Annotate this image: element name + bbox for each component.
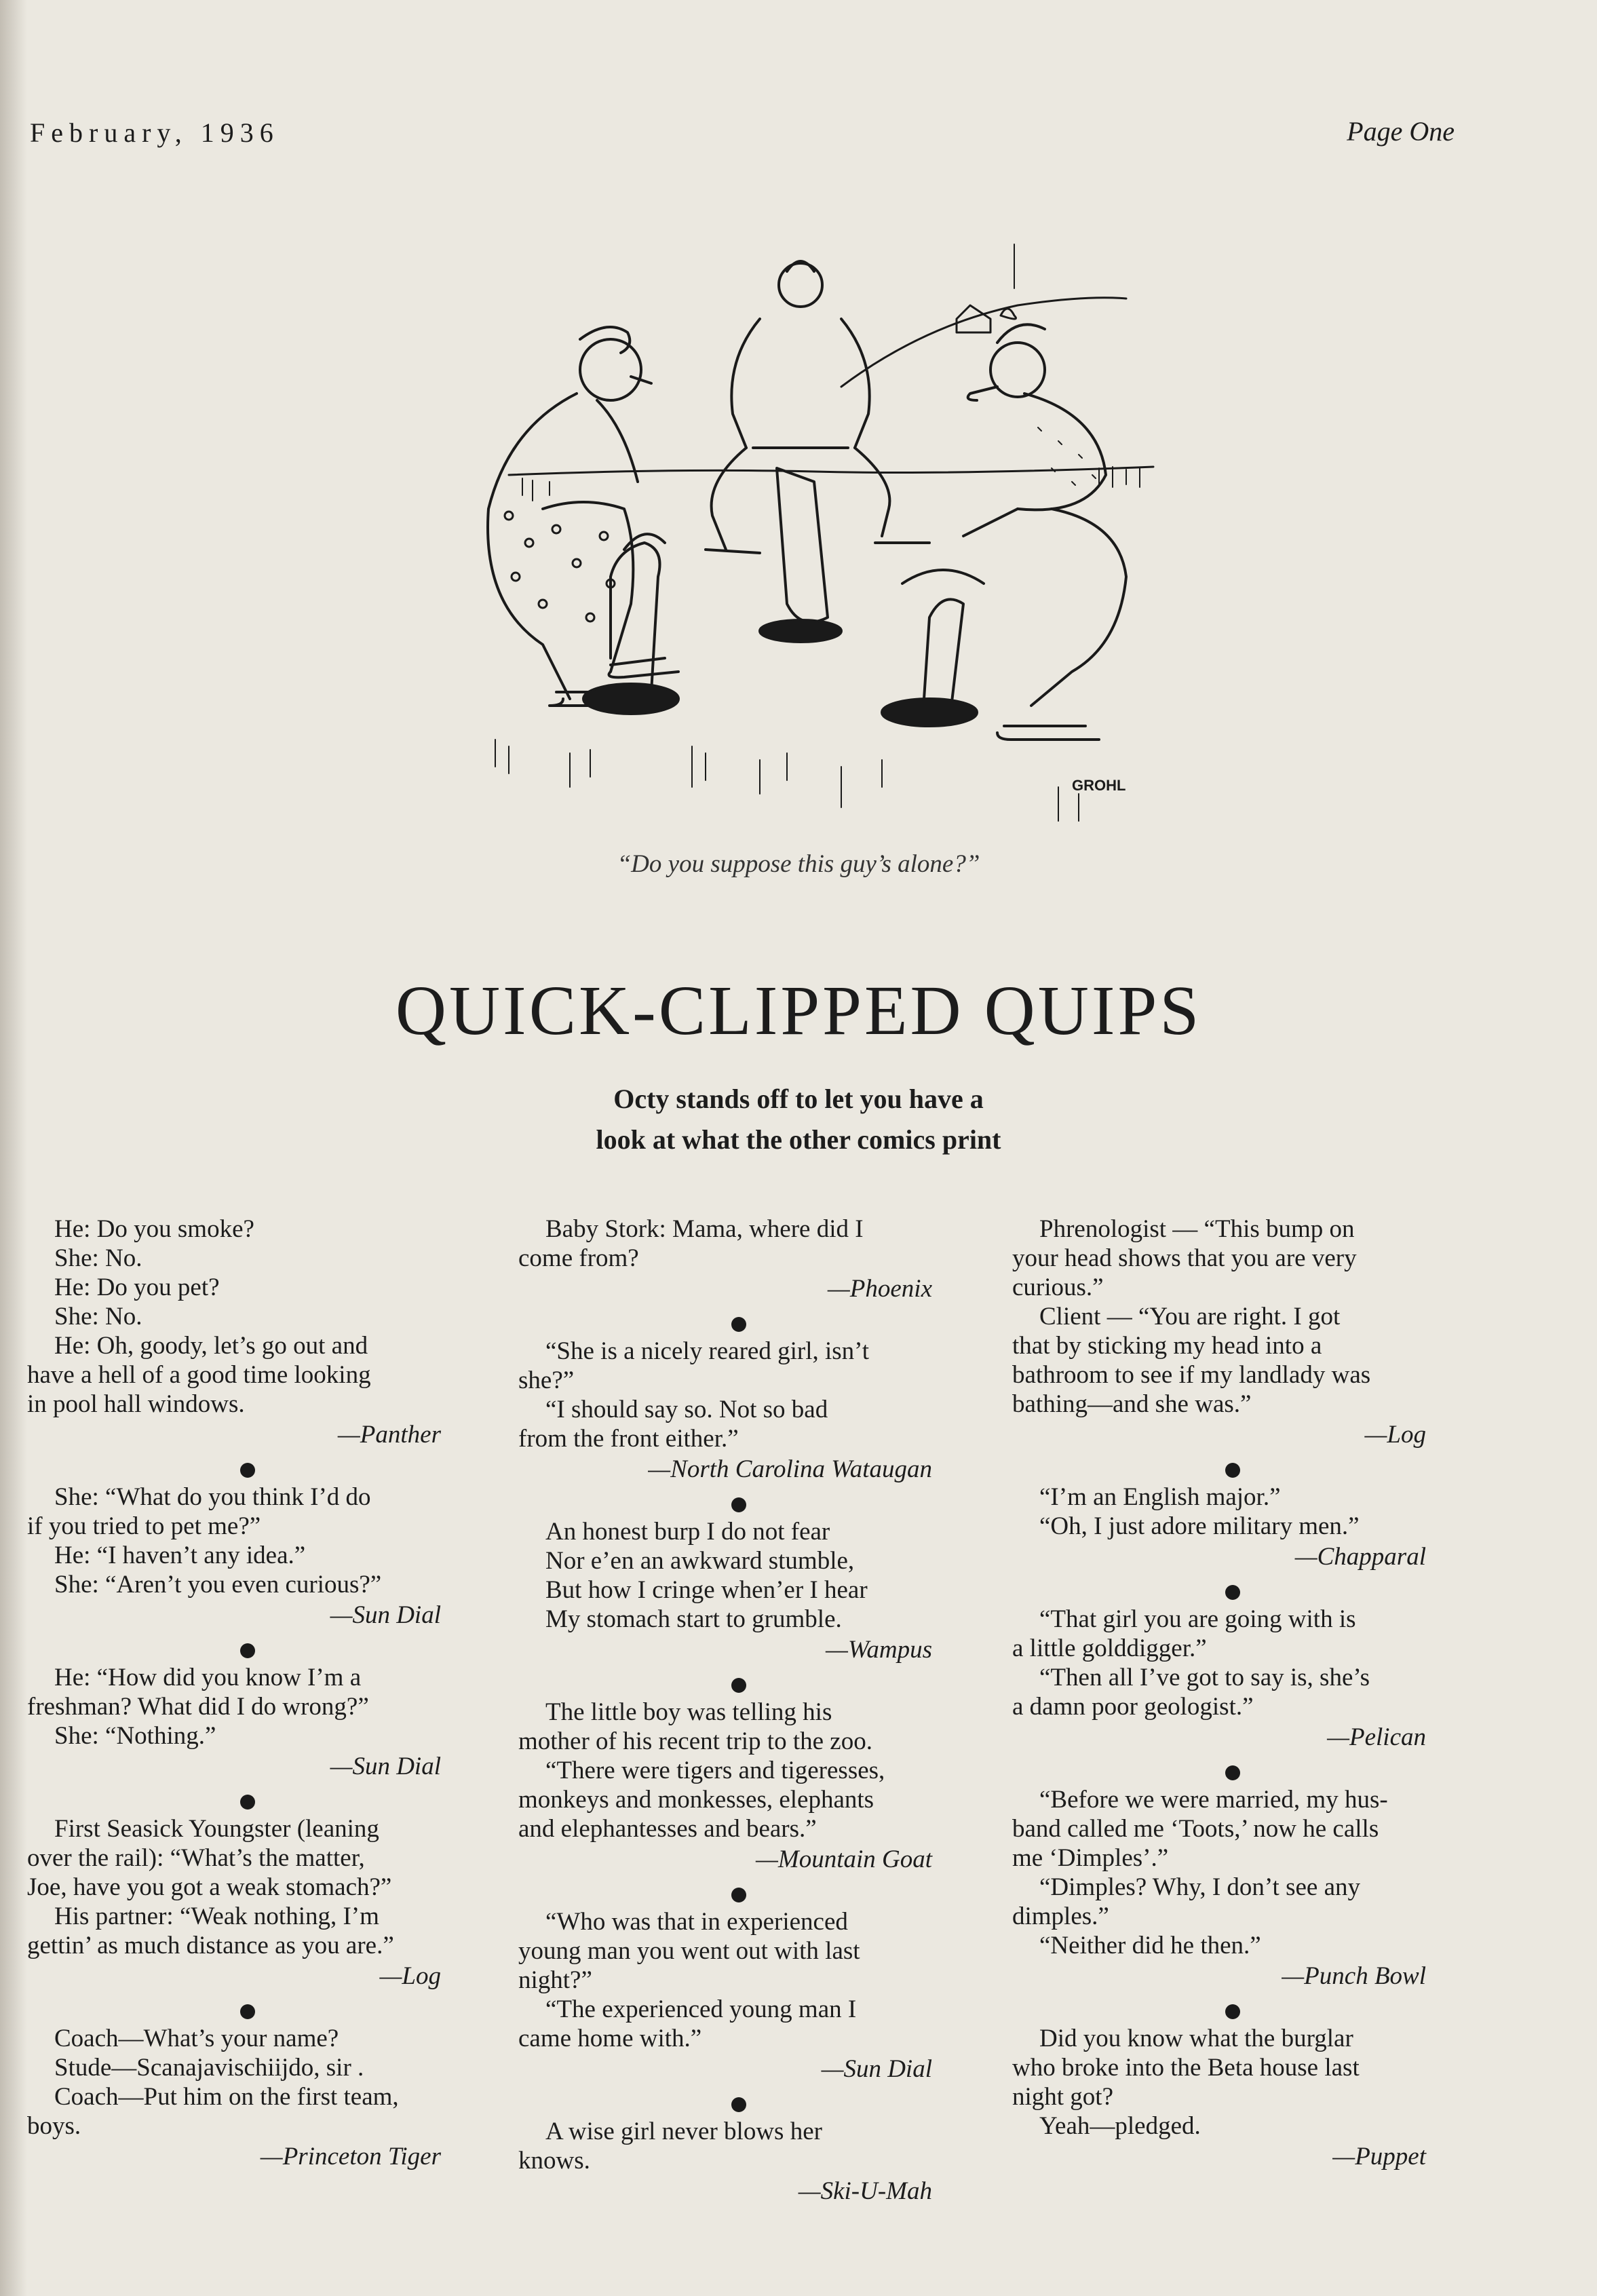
separator-dot	[27, 1785, 468, 1814]
joke-item	[518, 1907, 959, 2084]
separator-dot	[27, 1634, 468, 1663]
joke-line: Coach—Put him on the first team,	[54, 2083, 399, 2111]
joke-line: Baby Stork: Mama, where did I	[545, 1215, 864, 1243]
joke-item	[1012, 1482, 1453, 1571]
issue-date: February, 1936	[30, 117, 280, 148]
joke-source: —Wampus	[826, 1636, 932, 1664]
joke-line: “There were tigers and tigeresses,	[545, 1757, 885, 1784]
joke-source: —Log	[1364, 1421, 1426, 1449]
joke-item	[27, 1663, 468, 1781]
joke-line: “Oh, I just adore military men.”	[1039, 1512, 1360, 1540]
joke-line: My stomach start to grumble.	[545, 1605, 842, 1633]
subtitle-line: look at what the other comics print	[596, 1124, 1001, 1155]
separator-dot	[518, 2088, 959, 2117]
joke-line: The little boy was telling his	[545, 1698, 832, 1726]
joke-line: bathroom to see if my landlady was	[1012, 1361, 1371, 1389]
joke-source: —Punch Bowl	[1282, 1962, 1426, 1990]
joke-line: “I should say so. Not so bad	[545, 1396, 828, 1423]
joke-line: if you tried to pet me?”	[27, 1512, 261, 1540]
joke-line: He: “I haven’t any idea.”	[54, 1542, 306, 1569]
joke-source: —Sun Dial	[330, 1753, 441, 1780]
joke-line: She: “Nothing.”	[54, 1722, 216, 1750]
joke-line: His partner: “Weak nothing, I’m	[54, 1902, 379, 1930]
cartoon-caption: “Do you suppose this guy’s alone?”	[617, 850, 980, 878]
joke-line: have a hell of a good time looking	[27, 1361, 371, 1389]
joke-source: —Sun Dial	[821, 2055, 932, 2083]
joke-line: a damn poor geologist.”	[1012, 1693, 1254, 1721]
joke-item	[518, 1214, 959, 1303]
joke-line: come from?	[518, 1244, 639, 1272]
subtitle-line: Octy stands off to let you have a	[613, 1084, 984, 1114]
joke-item	[27, 1814, 468, 1991]
joke-line: “Who was that in experienced	[545, 1908, 848, 1936]
joke-line: He: “How did you know I’m a	[54, 1664, 362, 1691]
joke-source: —Princeton Tiger	[260, 2143, 441, 2170]
separator-dot	[1012, 1575, 1453, 1605]
joke-line: “The experienced young man I	[545, 1995, 857, 2023]
joke-line: She: No.	[54, 1244, 142, 1272]
joke-line: freshman? What did I do wrong?”	[27, 1693, 369, 1721]
joke-line: Nor e’en an awkward stumble,	[545, 1547, 855, 1575]
joke-line: She: “What do you think I’d do	[54, 1483, 371, 1511]
joke-item	[27, 2024, 468, 2171]
bullet-icon	[1225, 1585, 1240, 1600]
bullet-icon	[240, 1795, 255, 1810]
joke-line: He: Oh, goody, let’s go out and	[54, 1332, 368, 1360]
joke-line: knows.	[518, 2147, 590, 2175]
page-title: QUICK-CLIPPED QUIPS	[395, 972, 1202, 1050]
joke-source: —Puppet	[1332, 2143, 1426, 2170]
joke-line: Did you know what the burglar	[1039, 2025, 1353, 2052]
bullet-icon	[731, 1497, 746, 1512]
joke-line: “She is a nicely reared girl, isn’t	[545, 1337, 870, 1365]
joke-line: night got?	[1012, 2083, 1114, 2111]
joke-line: She: No.	[54, 1303, 142, 1331]
joke-source: —Phoenix	[827, 1275, 932, 1303]
bullet-icon	[731, 2097, 746, 2112]
bullet-icon	[1225, 1463, 1240, 1478]
joke-line: He: Do you smoke?	[54, 1215, 254, 1243]
joke-item	[27, 1214, 468, 1449]
cartoon-illustration	[407, 224, 1187, 855]
joke-source: —Chapparal	[1294, 1543, 1426, 1571]
joke-source: —Ski-U-Mah	[798, 2177, 932, 2205]
bullet-icon	[731, 1888, 746, 1902]
joke-line: monkeys and monkesses, elephants	[518, 1786, 874, 1814]
joke-line: me ‘Dimples’.”	[1012, 1844, 1169, 1872]
joke-line: First Seasick Youngster (leaning	[54, 1815, 379, 1843]
joke-line: Yeah—pledged.	[1039, 2112, 1201, 2140]
joke-line: boys.	[27, 2112, 81, 2140]
joke-line: She: “Aren’t you even curious?”	[54, 1571, 382, 1599]
separator-dot	[27, 1453, 468, 1482]
separator-dot	[1012, 1453, 1453, 1482]
separator-dot	[518, 1307, 959, 1337]
joke-line: “Before we were married, my hus-	[1039, 1786, 1388, 1814]
joke-line: night?”	[518, 1966, 592, 1994]
joke-line: over the rail): “What’s the matter,	[27, 1844, 365, 1872]
joke-line: band called me ‘Toots,’ now he calls	[1012, 1815, 1379, 1843]
joke-line: who broke into the Beta house last	[1012, 2054, 1360, 2082]
joke-line: in pool hall windows.	[27, 1390, 245, 1418]
joke-line: “Then all I’ve got to say is, she’s	[1039, 1664, 1370, 1691]
separator-dot	[518, 1488, 959, 1517]
column-left	[27, 1214, 468, 2175]
joke-line: dimples.”	[1012, 1902, 1109, 1930]
artist-signature: GROHL	[1072, 777, 1126, 794]
joke-source: —Log	[379, 1962, 441, 1990]
joke-line: she?”	[518, 1366, 575, 1394]
joke-line: young man you went out with last	[518, 1937, 860, 1965]
joke-line: Joe, have you got a weak stomach?”	[27, 1873, 392, 1901]
joke-line: and elephantesses and bears.”	[518, 1815, 817, 1843]
joke-line: “That girl you are going with is	[1039, 1605, 1356, 1633]
bullet-icon	[240, 2004, 255, 2019]
joke-line: He: Do you pet?	[54, 1274, 220, 1301]
column-right	[1012, 1214, 1453, 2175]
joke-item	[1012, 2024, 1453, 2171]
joke-item	[518, 1698, 959, 1874]
bullet-icon	[1225, 2004, 1240, 2019]
separator-dot	[1012, 1756, 1453, 1785]
joke-line: a little golddigger.”	[1012, 1634, 1207, 1662]
joke-line: that by sticking my head into a	[1012, 1332, 1322, 1360]
subtitle	[0, 1079, 1597, 1160]
separator-dot	[1012, 1995, 1453, 2024]
joke-line: Client — “You are right. I got	[1039, 1303, 1341, 1331]
joke-line: Coach—What’s your name?	[54, 2025, 339, 2052]
bullet-icon	[731, 1317, 746, 1332]
joke-item	[27, 1482, 468, 1630]
joke-source: —Sun Dial	[330, 1601, 441, 1629]
separator-dot	[27, 1995, 468, 2024]
joke-line: “Neither did he then.”	[1039, 1932, 1261, 1959]
joke-line: curious.”	[1012, 1274, 1104, 1301]
joke-line: bathing—and she was.”	[1012, 1390, 1252, 1418]
page-number: Page One	[1347, 116, 1455, 147]
joke-source: —Pelican	[1327, 1723, 1426, 1751]
joke-line: An honest burp I do not fear	[545, 1518, 830, 1546]
separator-dot	[518, 1668, 959, 1698]
joke-line: “I’m an English major.”	[1039, 1483, 1281, 1511]
joke-line: came home with.”	[518, 2025, 702, 2052]
joke-line: gettin’ as much distance as you are.”	[27, 1932, 394, 1959]
joke-line: your head shows that you are very	[1012, 1244, 1357, 1272]
joke-source: —Panther	[337, 1421, 441, 1449]
bullet-icon	[240, 1463, 255, 1478]
joke-item	[518, 1337, 959, 1484]
bullet-icon	[1225, 1765, 1240, 1780]
bullet-icon	[731, 1678, 746, 1693]
joke-line: Stude—Scanajavischiijdo, sir .	[54, 2054, 364, 2082]
joke-item	[518, 1517, 959, 1664]
joke-item	[1012, 1785, 1453, 1991]
separator-dot	[518, 1878, 959, 1907]
joke-source: —North Carolina Wataugan	[648, 1455, 932, 1483]
column-middle	[518, 1214, 959, 2210]
joke-line: Phrenologist — “This bump on	[1039, 1215, 1355, 1243]
joke-line: mother of his recent trip to the zoo.	[518, 1727, 872, 1755]
joke-line: A wise girl never blows her	[545, 2118, 822, 2145]
joke-source: —Mountain Goat	[755, 1845, 932, 1873]
joke-line: from the front either.”	[518, 1425, 739, 1453]
joke-item	[1012, 1605, 1453, 1752]
joke-item	[1012, 1214, 1453, 1449]
joke-line: But how I cringe when’er I hear	[545, 1576, 868, 1604]
bullet-icon	[240, 1643, 255, 1658]
joke-item	[518, 2117, 959, 2206]
joke-line: “Dimples? Why, I don’t see any	[1039, 1873, 1360, 1901]
